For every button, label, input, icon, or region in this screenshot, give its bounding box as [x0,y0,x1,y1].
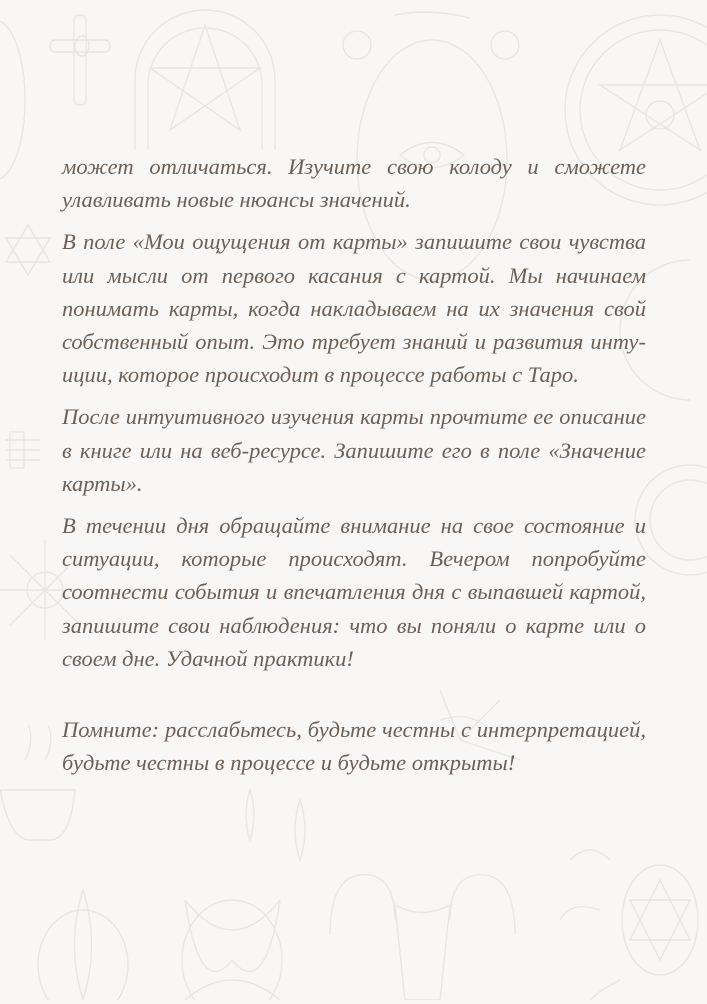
cross-ornament-icon [50,15,110,105]
ram-skull-icon [330,875,515,1000]
herb-bundle-icon [5,432,40,468]
page-body [62,150,646,788]
paragraph-daily-practice: В течении дня обращайте внимание на свое состояние и ситуации, которые происходят. Вечером попробуйте соотнести события и впечатления дня с выпавшей картой, запишите свои наблюдения: что вы поняли о карте или о своем дне. Удачной практики! [62,513,646,671]
paragraph-deck-study: может отличаться. Изучите свою колоду и сможете улавливать новые нюансы значений. [62,154,646,213]
feather-icon [246,790,305,860]
sun-hexagram-icon [560,850,698,1000]
celtic-knot-icon [182,900,282,1000]
paragraph-feelings-field: В поле «Мои ощущения от карты» запишите свои чувства или мысли от первого касания с картой. Мы начинаем понимать карты, когда накладываем на их значения свой собственный опыт. Это требует знаний и развития интуиции, которое происходит в процессе работы с Таро. [62,229,646,388]
vesica-sun-icon [38,890,128,1000]
pentagram-arch-icon [135,10,275,150]
sun-edge-icon [0,20,25,180]
hexagram-icon [6,225,50,275]
paragraph-card-meaning: После интуитивного изучения карты прочтите ее описание в книге или на веб-ресурсе. Запишите его в поле «Значение карты». [62,404,646,496]
paragraph-reminder: Помните: расслабьтесь, будьте честны с интерпретацией, будьте честны в процессе и будьте открыты! [62,717,646,776]
